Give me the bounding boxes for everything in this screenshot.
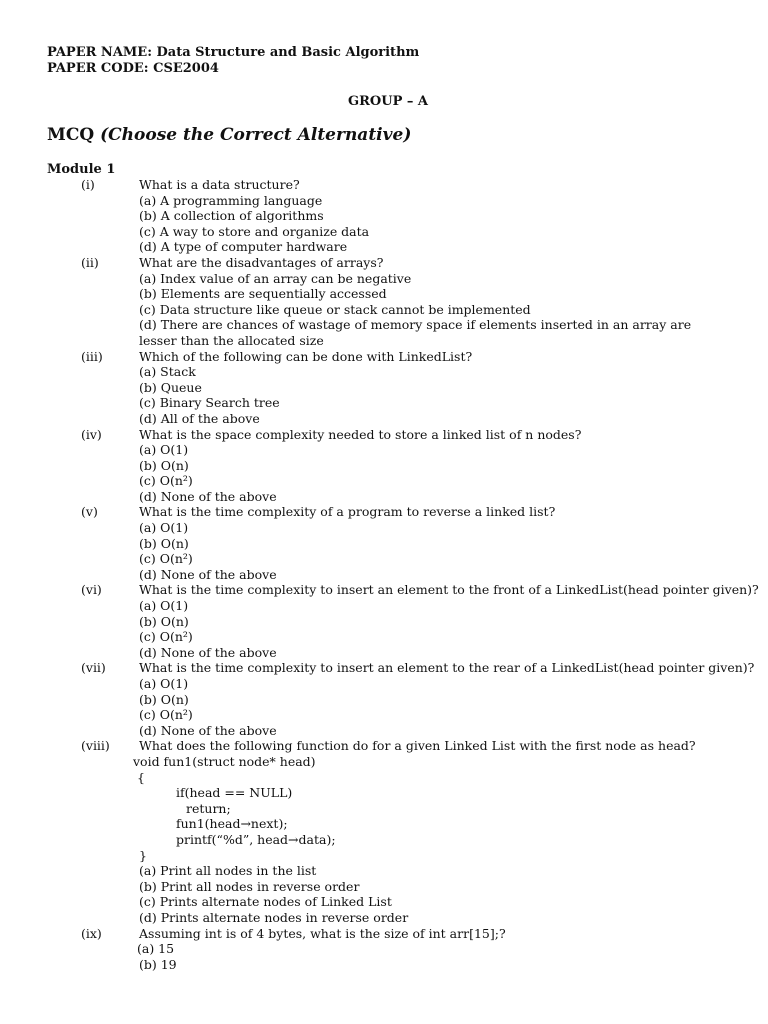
option: (a) O(1) [139, 520, 189, 536]
option: (a) Print all nodes in the list [139, 863, 317, 879]
option: (d) There are chances of wastage of memory space if elements inserted in an array are lesser than the allocated size [139, 317, 692, 348]
option: (c) O(n²) [139, 473, 193, 489]
option: (c) O(n²) [139, 551, 193, 567]
option: (c) Binary Search tree [139, 395, 280, 411]
option: (b) O(n) [139, 535, 189, 551]
option: (d) A type of computer hardware [139, 239, 348, 255]
option: (d) None of the above [139, 566, 277, 582]
option: (c) A way to store and organize data [139, 223, 370, 239]
question-text: Assuming int is of 4 bytes, what is the size of int arr[15];? [139, 925, 506, 941]
option: (d) None of the above [139, 488, 277, 504]
option: (a) 15 [137, 941, 175, 957]
question [0, 582, 768, 660]
question-number: (v) [81, 504, 98, 520]
option: (c) Data structure like queue or stack cannot be implemented [139, 301, 531, 317]
code-line: fun1(head→next); [176, 816, 288, 832]
code-line: if(head == NULL) [176, 785, 293, 801]
question [0, 427, 768, 505]
question [0, 660, 768, 738]
question-number: (iii) [81, 348, 103, 364]
option: (a) O(1) [139, 598, 189, 614]
option: (b) O(n) [139, 457, 189, 473]
question-text: What is the time complexity of a program to reverse a linked list? [139, 504, 556, 520]
mcq-instruction: (Choose the Correct Alternative) [100, 125, 412, 145]
question-number: (vii) [81, 660, 106, 676]
question-text: Which of the following can be done with LinkedList? [139, 348, 473, 364]
question-number: (viii) [81, 738, 110, 754]
code-line: printf(“%d”, head→data); [176, 831, 336, 847]
paper-code: PAPER CODE: CSE2004 [47, 61, 219, 76]
question [0, 177, 768, 255]
question-list [0, 177, 768, 972]
code-line: return; [186, 800, 231, 816]
option: (a) Stack [139, 364, 196, 380]
option: (a) O(1) [139, 676, 189, 691]
mcq-prefix: MCQ [47, 125, 95, 145]
question-text: What is the time complexity to insert an element to the front of a LinkedList(head pointer given)? [139, 582, 759, 598]
option: (b) 19 [139, 956, 177, 972]
option: (a) Index value of an array can be negative [139, 270, 412, 286]
option: (b) A collection of algorithms [139, 208, 324, 224]
option: (c) Prints alternate nodes of Linked List [139, 894, 392, 910]
option: (d) None of the above [139, 722, 277, 738]
option: (b) O(n) [139, 613, 189, 629]
question-number: (ix) [81, 925, 102, 941]
group-heading: GROUP – A [348, 94, 428, 109]
question [0, 349, 768, 427]
question-text: What does the following function do for a given Linked List with the first node as head? [139, 738, 696, 754]
option: (b) Print all nodes in reverse order [139, 878, 360, 894]
option: (d) None of the above [139, 644, 277, 660]
question-text: What is the time complexity to insert an element to the rear of a LinkedList(head pointer given)? [139, 660, 755, 676]
question-number: (i) [81, 177, 95, 192]
option: (c) O(n²) [139, 629, 193, 645]
question-number: (ii) [81, 254, 99, 270]
option: (d) All of the above [139, 410, 260, 426]
option: (d) Prints alternate nodes in reverse order [139, 909, 409, 925]
question [0, 504, 768, 582]
question-text: What is the space complexity needed to store a linked list of n nodes? [139, 426, 582, 442]
mcq-heading [47, 125, 411, 145]
code-line: } [139, 847, 147, 863]
option: (b) O(n) [139, 691, 189, 707]
module-heading: Module 1 [47, 162, 116, 177]
code-line: void fun1(struct node* head) [133, 753, 316, 769]
code-line: { [137, 769, 145, 785]
question [0, 738, 768, 925]
option: (c) O(n²) [139, 707, 193, 723]
option: (a) O(1) [139, 442, 189, 458]
option: (b) Queue [139, 379, 202, 395]
paper-name: PAPER NAME: Data Structure and Basic Algorithm [47, 45, 420, 60]
question [0, 255, 768, 349]
question-text: What is a data structure? [139, 177, 300, 192]
option: (b) Elements are sequentially accessed [139, 286, 387, 302]
question-number: (iv) [81, 426, 102, 442]
question-number: (vi) [81, 582, 102, 598]
option: (a) A programming language [139, 192, 323, 208]
question-text: What are the disadvantages of arrays? [139, 254, 384, 270]
question [0, 926, 768, 973]
